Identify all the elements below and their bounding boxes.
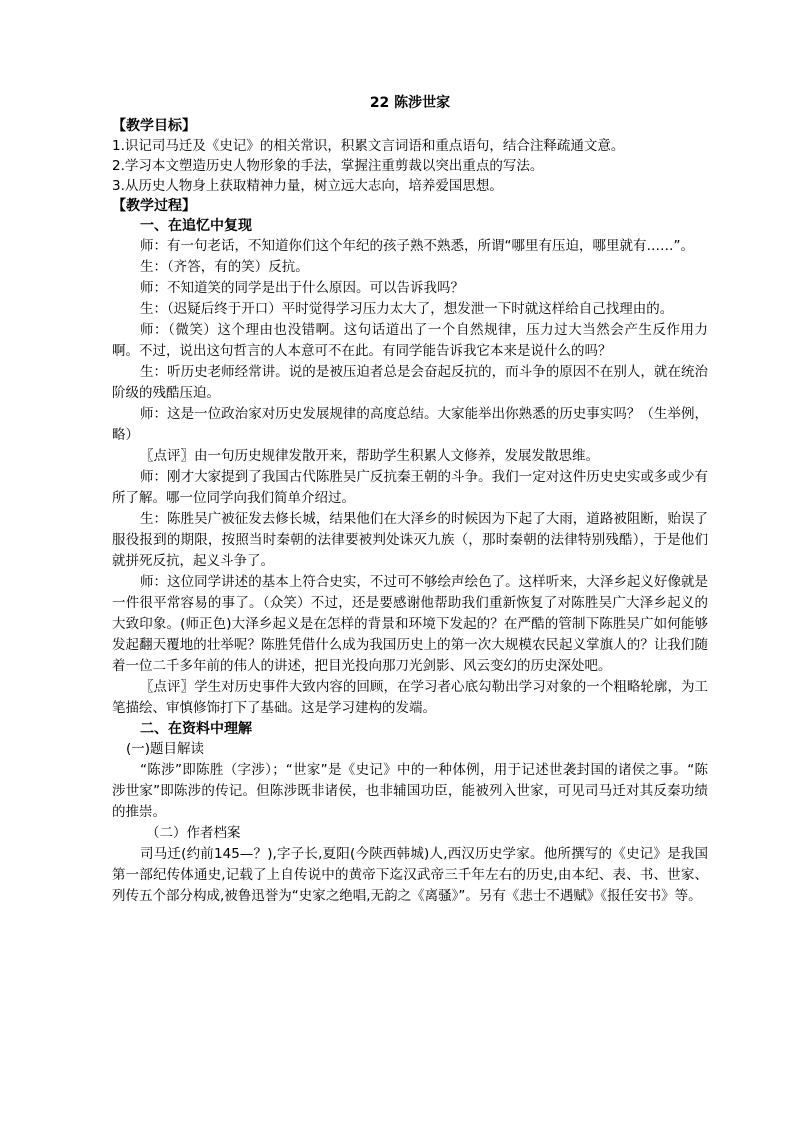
section-heading: 一、在追忆中复现 [140, 218, 252, 234]
subsection-heading: （二）作者档案 [146, 825, 241, 841]
objective-item: 2.学习本文塑造历史人物形象的手法，掌握注重剪裁以突出重点的写法。 [112, 158, 544, 174]
dialogue-paragraph: 师：不知道笑的同学是出于什么原因。可以告诉我吗？ [140, 280, 464, 296]
objectives-heading: 【教学目标】 [112, 118, 196, 134]
document-page [112, 92, 708, 907]
dialogue-paragraph: 生：（迟疑后终于开口）平时觉得学习压力太大了，想发泄一下时就这样给自己找理由的。 [140, 301, 674, 317]
section-heading: 二、在资料中理解 [140, 721, 252, 737]
comment-paragraph: 〖点评〗学生对历史事件大致内容的回顾，在学习者心底勾勒出学习对象的一个粗略轮廓，为工笔描绘、审慎修饰打下了基础。这是学习建构的发端。 [112, 679, 708, 716]
process-heading: 【教学过程】 [112, 198, 196, 214]
dialogue-paragraph: 生：听历史老师经常讲。说的是被压迫者总是会奋起反抗的，而斗争的原因不在别人，就在统治阶级的残酷压迫。 [112, 364, 708, 401]
body-paragraph: 司马迁(约前145—？),字子长,夏阳(今陕西韩城)人,西汉历史学家。他所撰写的《史记》是我国第一部纪传体通史,记载了上自传说中的黄帝下迄汉武帝三千年左右的历史,由本纪、表、书、世家、列传五个部分构成,被鲁迅誉为“史家之绝唱,无韵之《离骚》”。另有《悲士不遇赋》《报任安书》等。 [112, 846, 708, 904]
objective-item: 1.识记司马迁及《史记》的相关常识，积累文言词语和重点语句，结合注释疏通文意。 [112, 138, 625, 154]
dialogue-paragraph: 师：这是一位政治家对历史发展规律的高度总结。大家能举出你熟悉的历史事实吗？（生举例，略） [112, 406, 708, 443]
dialogue-paragraph: 师：有一句老话，不知道你们这个年纪的孩子熟不熟悉，所谓“哪里有压迫，哪里就有……”。 [140, 238, 694, 254]
dialogue-paragraph: 生：（齐答，有的笑）反抗。 [140, 259, 309, 275]
dialogue-paragraph: 生：陈胜吴广被征发去修长城，结果他们在大泽乡的时候因为下起了大雨，道路被阻断，贻误了服役报到的期限，按照当时秦朝的法律要被判处诛灭九族（，那时秦朝的法律特别残酷），于是他们就拼死反抗，起义斗争了。 [112, 511, 708, 569]
body-paragraph: “陈涉”即陈胜（字涉）；“世家”是《史记》中的一种体例，用于记述世袭封国的诸侯之事。“陈涉世家”即陈涉的传记。但陈涉既非诸侯，也非辅国功臣，能被列入世家，可见司马迁对其反秦功绩的推崇。 [112, 762, 708, 820]
objective-item: 3.从历史人物身上获取精神力量，树立远大志向，培养爱国思想。 [112, 178, 503, 194]
dialogue-paragraph: 师：刚才大家提到了我国古代陈胜吴广反抗秦王朝的斗争。我们一定对这件历史史实或多或少有所了解。哪一位同学向我们简单介绍过。 [112, 469, 708, 506]
document-title: 22 陈涉世家 [369, 95, 451, 111]
dialogue-paragraph: 师：（微笑）这个理由也没错啊。这句话道出了一个自然规律，压力过大当然会产生反作用力啊。不过，说出这句哲言的人本意可不在此。有同学能告诉我它本来是说什么的吗？ [112, 322, 708, 359]
dialogue-paragraph: 师：这位同学讲述的基本上符合史实，不过可不够绘声绘色了。这样听来，大泽乡起义好像就是一件很平常容易的事了。（众笑）不过，还是要感谢他帮助我们重新恢复了对陈胜吴广大泽乡起义的大致印象。(师正色)大泽乡起义是在怎样的背景和环境下发起的？在严酷的管制下陈胜吴广如何能够发起翻天覆地的壮举呢？陈胜凭借什么成为我国历史上的第一次大规模农民起义掌旗人的？让我们随着一位二千多年前的伟人的讲述，把目光投向那刀光剑影、风云变幻的历史深处吧。 [112, 574, 708, 674]
comment-paragraph: 〖点评〗由一句历史规律发散开来，帮助学生积累人文修养，发展发散思维。 [140, 448, 599, 464]
subsection-heading: (一)题目解读 [126, 741, 205, 757]
